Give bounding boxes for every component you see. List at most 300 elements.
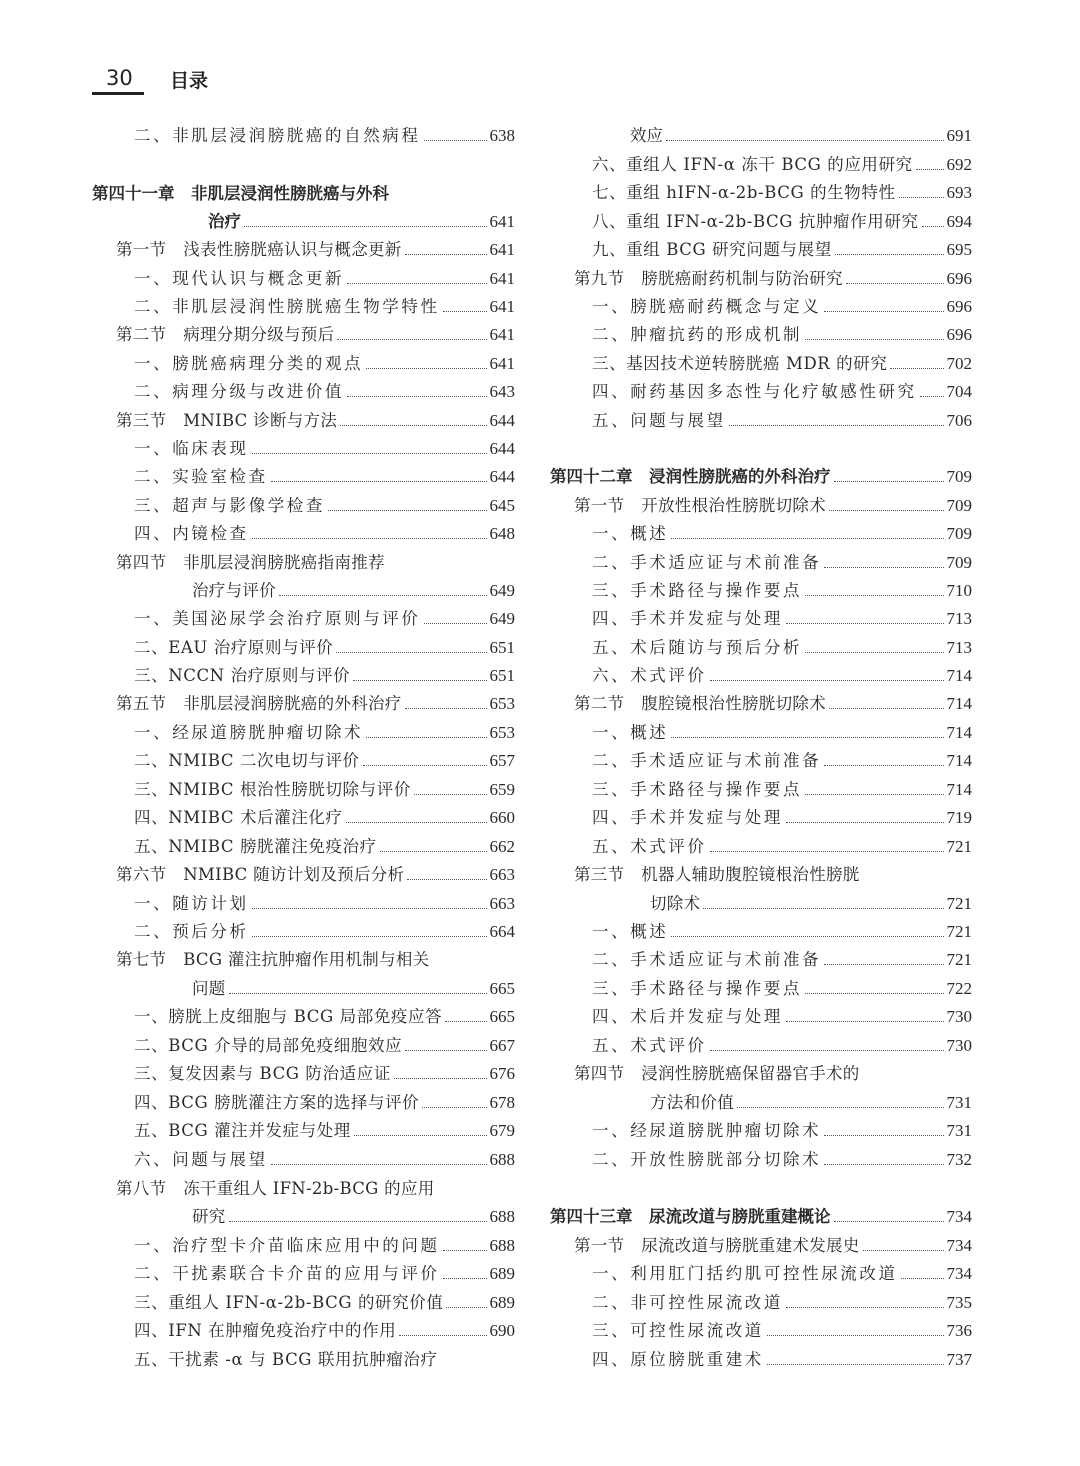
dot-leader bbox=[901, 1278, 944, 1279]
toc-entry-title: 一、概述 bbox=[592, 524, 669, 543]
toc-entry-title: 第四节 非肌层浸润膀胱癌指南推荐 bbox=[116, 553, 385, 572]
toc-page-number: 657 bbox=[489, 751, 515, 770]
toc-entry-title: 一、经尿道膀胱肿瘤切除术 bbox=[134, 723, 364, 742]
dot-leader bbox=[229, 993, 487, 994]
toc-entry-title: 第二节 腹腔镜根治性膀胱切除术 bbox=[574, 694, 826, 713]
toc-page-number: 722 bbox=[946, 979, 972, 998]
toc-entry-title: 第四十一章 非肌层浸润性膀胱癌与外科 bbox=[92, 184, 389, 203]
dot-leader bbox=[366, 368, 486, 369]
toc-page-number: 706 bbox=[946, 411, 972, 430]
toc-page-number: 709 bbox=[946, 553, 972, 572]
toc-entry-title: 第一节 尿流改道与膀胱重建术发展史 bbox=[574, 1236, 860, 1255]
toc-section-entry bbox=[92, 574, 515, 602]
toc-entry-title: 二、实验室检查 bbox=[134, 467, 268, 486]
toc-item-entry bbox=[550, 972, 972, 1000]
toc-section-entry bbox=[92, 858, 515, 886]
dot-leader bbox=[863, 1250, 944, 1251]
dot-leader bbox=[353, 680, 486, 681]
toc-item-entry bbox=[92, 773, 515, 801]
toc-page-number: 695 bbox=[946, 240, 972, 259]
dot-leader bbox=[424, 623, 487, 624]
toc-item-entry bbox=[550, 801, 972, 829]
toc-entry-title: 五、术式评价 bbox=[592, 837, 707, 856]
dot-leader bbox=[824, 1164, 943, 1165]
dot-leader bbox=[337, 339, 486, 340]
toc-page-number: 660 bbox=[489, 808, 515, 827]
toc-item-entry bbox=[92, 1257, 515, 1285]
toc-item-entry bbox=[550, 574, 972, 602]
toc-item-entry bbox=[92, 262, 515, 290]
toc-item-entry bbox=[92, 1086, 515, 1114]
toc-item-entry bbox=[92, 119, 515, 147]
toc-page-number: 737 bbox=[946, 1350, 972, 1369]
toc-page-number: 719 bbox=[946, 808, 972, 827]
toc-entry-title: 切除术 bbox=[650, 894, 701, 913]
toc-item-entry bbox=[92, 830, 515, 858]
toc-page-number: 689 bbox=[489, 1293, 515, 1312]
dot-leader bbox=[786, 1307, 944, 1308]
dot-leader bbox=[336, 652, 486, 653]
toc-section-entry bbox=[550, 1229, 972, 1257]
toc-page-number: 662 bbox=[489, 837, 515, 856]
dot-leader bbox=[445, 1021, 486, 1022]
toc-item-entry bbox=[92, 1229, 515, 1257]
dot-leader bbox=[347, 283, 486, 284]
toc-section-entry bbox=[92, 546, 515, 574]
toc-page-number: 688 bbox=[489, 1207, 515, 1226]
toc-entry-title: 二、非可控性尿流改道 bbox=[592, 1293, 783, 1312]
dot-leader bbox=[920, 396, 944, 397]
toc-item-entry bbox=[550, 744, 972, 772]
toc-page-number: 648 bbox=[489, 524, 515, 543]
toc-page-number: 709 bbox=[946, 496, 972, 515]
toc-entry-title: 三、手术路径与操作要点 bbox=[592, 581, 803, 600]
toc-entry-title: 三、NCCN 治疗原则与评价 bbox=[134, 666, 351, 685]
toc-item-entry bbox=[550, 943, 972, 971]
toc-page-number: 689 bbox=[489, 1264, 515, 1283]
toc-item-entry bbox=[550, 148, 972, 176]
toc-item-entry bbox=[92, 1143, 515, 1171]
toc-page-number: 644 bbox=[489, 411, 515, 430]
toc-item-entry bbox=[92, 631, 515, 659]
dot-leader bbox=[328, 510, 487, 511]
toc-entry-title: 治疗与评价 bbox=[192, 581, 276, 600]
toc-page-number: 714 bbox=[946, 723, 972, 742]
dot-leader bbox=[829, 708, 944, 709]
toc-entry-title: 第九节 膀胱癌耐药机制与防治研究 bbox=[574, 269, 843, 288]
toc-page-number: 702 bbox=[946, 354, 972, 373]
dot-leader bbox=[834, 1221, 944, 1222]
toc-section-entry bbox=[550, 1057, 972, 1085]
toc-entry-title: 四、术后并发症与处理 bbox=[592, 1007, 783, 1026]
toc-entry-title: 一、概述 bbox=[592, 922, 669, 941]
toc-entry-title: 一、现代认识与概念更新 bbox=[134, 269, 345, 288]
dot-leader bbox=[347, 396, 486, 397]
toc-entry-title: 二、肿瘤抗药的形成机制 bbox=[592, 325, 803, 344]
dot-leader bbox=[805, 652, 943, 653]
dot-leader bbox=[422, 1107, 486, 1108]
dot-leader bbox=[890, 368, 943, 369]
dot-leader bbox=[244, 226, 487, 227]
toc-page-number: 651 bbox=[489, 638, 515, 657]
toc-entry-title: 第八节 冻干重组人 IFN-2b-BCG 的应用 bbox=[116, 1179, 435, 1198]
toc-page-number: 721 bbox=[946, 837, 972, 856]
toc-item-entry bbox=[92, 460, 515, 488]
toc-entry-title: 第三节 机器人辅助腹腔镜根治性膀胱 bbox=[574, 865, 860, 884]
toc-entry-title: 三、可控性尿流改道 bbox=[592, 1321, 764, 1340]
toc-entry-title: 四、手术并发症与处理 bbox=[592, 808, 783, 827]
toc-entry-title: 五、术后随访与预后分析 bbox=[592, 638, 803, 657]
toc-entry-title: 七、重组 hIFN-α-2b-BCG 的生物特性 bbox=[592, 183, 896, 202]
toc-entry-title: 四、原位膀胱重建术 bbox=[592, 1350, 764, 1369]
toc-entry-title: 四、BCG 膀胱灌注方案的选择与评价 bbox=[134, 1093, 420, 1112]
toc-page-number: 721 bbox=[946, 894, 972, 913]
toc-entry-title: 一、膀胱上皮细胞与 BCG 局部免疫应答 bbox=[134, 1007, 443, 1026]
toc-entry-title: 三、手术路径与操作要点 bbox=[592, 979, 803, 998]
dot-leader bbox=[671, 936, 943, 937]
toc-page-number: 678 bbox=[489, 1093, 515, 1112]
dot-leader bbox=[405, 254, 487, 255]
dot-leader bbox=[405, 708, 487, 709]
toc-item-entry bbox=[550, 517, 972, 545]
toc-page-number: 665 bbox=[489, 1007, 515, 1026]
toc-item-entry bbox=[92, 1114, 515, 1142]
dot-leader bbox=[252, 538, 487, 539]
toc-entry-title: 三、超声与影像学检查 bbox=[134, 496, 325, 515]
toc-entry-title: 第一节 浅表性膀胱癌认识与概念更新 bbox=[116, 240, 402, 259]
toc-entry-title: 一、利用肛门括约肌可控性尿流改道 bbox=[592, 1264, 898, 1283]
toc-item-entry bbox=[550, 347, 972, 375]
dot-leader bbox=[443, 1250, 487, 1251]
toc-entry-title: 六、术式评价 bbox=[592, 666, 707, 685]
toc-section-entry bbox=[92, 1200, 515, 1228]
toc-item-entry bbox=[550, 716, 972, 744]
toc-page-number: 734 bbox=[946, 1264, 972, 1283]
toc-entry-title: 四、手术并发症与处理 bbox=[592, 609, 783, 628]
toc-item-entry bbox=[550, 375, 972, 403]
toc-page-number: 709 bbox=[946, 524, 972, 543]
dot-leader bbox=[407, 879, 486, 880]
toc-item-entry bbox=[550, 546, 972, 574]
toc-page-number: 641 bbox=[489, 269, 515, 288]
toc-entry-title: 第四十三章 尿流改道与膀胱重建概论 bbox=[550, 1207, 831, 1226]
page-title: 目录 bbox=[170, 70, 209, 92]
toc-entry-title: 三、重组人 IFN-α-2b-BCG 的研究价值 bbox=[134, 1293, 444, 1312]
toc-item-entry bbox=[550, 1114, 972, 1142]
toc-entry-title: 六、重组人 IFN-α 冻干 BCG 的应用研究 bbox=[592, 155, 913, 174]
toc-page-number: 649 bbox=[489, 581, 515, 600]
dot-leader bbox=[729, 425, 944, 426]
toc-section-entry bbox=[92, 1172, 515, 1200]
toc-entry-title: 八、重组 IFN-α-2b-BCG 抗肿瘤作用研究 bbox=[592, 212, 919, 231]
toc-section-entry bbox=[92, 404, 515, 432]
dot-leader bbox=[767, 1335, 944, 1336]
toc-page-number: 664 bbox=[489, 922, 515, 941]
toc-item-entry bbox=[92, 1057, 515, 1085]
dot-leader bbox=[805, 993, 943, 994]
page-header bbox=[92, 62, 592, 102]
dot-leader bbox=[824, 1135, 943, 1136]
toc-entry-title: 四、IFN 在肿瘤免疫治疗中的作用 bbox=[134, 1321, 397, 1340]
toc-entry-title: 四、耐药基因多态性与化疗敏感性研究 bbox=[592, 382, 917, 401]
toc-item-entry bbox=[550, 1343, 972, 1371]
toc-page-number: 713 bbox=[946, 638, 972, 657]
toc-item-entry bbox=[92, 375, 515, 403]
toc-page-number: 714 bbox=[946, 751, 972, 770]
toc-page-number: 643 bbox=[489, 382, 515, 401]
toc-page-number: 641 bbox=[489, 354, 515, 373]
toc-entry-title: 第四十二章 浸润性膀胱癌的外科治疗 bbox=[550, 467, 831, 486]
toc-entry-title: 一、临床表现 bbox=[134, 439, 249, 458]
toc-section-entry bbox=[550, 489, 972, 517]
toc-entry-title: 第二节 病理分期分级与预后 bbox=[116, 325, 335, 344]
toc-entry-title: 六、问题与展望 bbox=[134, 1150, 268, 1169]
dot-leader bbox=[394, 1078, 487, 1079]
dot-leader bbox=[824, 567, 943, 568]
dot-leader bbox=[767, 1364, 944, 1365]
toc-page-number: 651 bbox=[489, 666, 515, 685]
toc-page-number: 734 bbox=[946, 1236, 972, 1255]
toc-page-number: 693 bbox=[946, 183, 972, 202]
toc-item-entry bbox=[92, 602, 515, 630]
toc-section-entry bbox=[550, 687, 972, 715]
toc-entry-title: 一、膀胱癌耐药概念与定义 bbox=[592, 297, 822, 316]
toc-page-number: 735 bbox=[946, 1293, 972, 1312]
toc-entry-title: 五、NMIBC 膀胱灌注免疫治疗 bbox=[134, 837, 377, 856]
page-number: 30 bbox=[106, 66, 133, 90]
toc-item-entry bbox=[550, 176, 972, 204]
toc-page-number: 721 bbox=[946, 922, 972, 941]
toc-page-number: 694 bbox=[946, 212, 972, 231]
toc-item-entry bbox=[92, 744, 515, 772]
toc-entry-title: 二、病理分级与改进价值 bbox=[134, 382, 345, 401]
toc-entry-title: 一、概述 bbox=[592, 723, 669, 742]
toc-page-number: 688 bbox=[489, 1150, 515, 1169]
dot-leader bbox=[363, 765, 487, 766]
toc-item-entry bbox=[550, 1257, 972, 1285]
toc-page-number: 696 bbox=[946, 297, 972, 316]
dot-leader bbox=[824, 765, 943, 766]
dot-leader bbox=[737, 1107, 944, 1108]
toc-page-number: 653 bbox=[489, 723, 515, 742]
toc-page-number: 641 bbox=[489, 297, 515, 316]
dot-leader bbox=[824, 311, 943, 312]
toc-item-entry bbox=[550, 915, 972, 943]
toc-item-entry bbox=[550, 290, 972, 318]
toc-section-entry bbox=[550, 262, 972, 290]
toc-page-number: 641 bbox=[489, 325, 515, 344]
toc-item-entry bbox=[550, 631, 972, 659]
dot-leader bbox=[346, 822, 487, 823]
toc-page-number: 676 bbox=[489, 1064, 515, 1083]
dot-leader bbox=[703, 908, 943, 909]
toc-section-entry bbox=[550, 887, 972, 915]
toc-item-entry bbox=[550, 1000, 972, 1028]
toc-entry-title: 治疗 bbox=[208, 212, 241, 231]
toc-page-number: 721 bbox=[946, 950, 972, 969]
toc-item-entry bbox=[92, 432, 515, 460]
toc-chapter-entry bbox=[92, 205, 515, 233]
dot-leader bbox=[380, 851, 487, 852]
toc-page-number: 641 bbox=[489, 212, 515, 231]
toc-item-entry bbox=[550, 1314, 972, 1342]
toc-entry-title: 二、开放性膀胱部分切除术 bbox=[592, 1150, 822, 1169]
toc-item-entry bbox=[550, 659, 972, 687]
toc-item-entry bbox=[92, 1314, 515, 1342]
toc-entry-title: 二、NMIBC 二次电切与评价 bbox=[134, 751, 360, 770]
toc-item-entry bbox=[550, 1286, 972, 1314]
dot-leader bbox=[805, 339, 943, 340]
toc-entry-title: 方法和价值 bbox=[650, 1093, 734, 1112]
dot-leader bbox=[710, 1050, 944, 1051]
toc-item-entry bbox=[550, 119, 972, 147]
toc-section-entry bbox=[92, 318, 515, 346]
toc-entry-title: 研究 bbox=[192, 1207, 226, 1226]
dot-leader bbox=[252, 453, 487, 454]
toc-page-number: 696 bbox=[946, 325, 972, 344]
toc-entry-title: 五、术式评价 bbox=[592, 1036, 707, 1055]
toc-entry-title: 二、预后分析 bbox=[134, 922, 249, 941]
toc-entry-title: 四、NMIBC 术后灌注化疗 bbox=[134, 808, 343, 827]
toc-page-number: 638 bbox=[489, 126, 515, 145]
toc-section-entry bbox=[92, 233, 515, 261]
toc-entry-title: 四、内镜检查 bbox=[134, 524, 249, 543]
toc-page-number: 731 bbox=[946, 1093, 972, 1112]
dot-leader bbox=[399, 1335, 486, 1336]
dot-leader bbox=[710, 680, 944, 681]
toc-entry-title: 三、NMIBC 根治性膀胱切除与评价 bbox=[134, 780, 411, 799]
toc-section-entry bbox=[92, 943, 515, 971]
toc-page-number: 731 bbox=[946, 1121, 972, 1140]
toc-entry-title: 一、经尿道膀胱肿瘤切除术 bbox=[592, 1121, 822, 1140]
toc-item-entry bbox=[92, 489, 515, 517]
toc-entry-title: 二、非肌层浸润膀胱癌的自然病程 bbox=[134, 126, 421, 145]
toc-page-number: 714 bbox=[946, 694, 972, 713]
dot-leader bbox=[786, 822, 944, 823]
dot-leader bbox=[252, 908, 487, 909]
toc-entry-title: 问题 bbox=[192, 979, 226, 998]
toc-page-number: 679 bbox=[489, 1121, 515, 1140]
toc-entry-title: 第一节 开放性根治性膀胱切除术 bbox=[574, 496, 826, 515]
toc-item-entry bbox=[92, 290, 515, 318]
toc-section-entry bbox=[92, 972, 515, 1000]
dot-leader bbox=[671, 538, 943, 539]
dot-leader bbox=[805, 794, 943, 795]
toc-entry-title: 二、干扰素联合卡介苗的应用与评价 bbox=[134, 1264, 440, 1283]
toc-page-number: 667 bbox=[489, 1036, 515, 1055]
toc-page-number: 688 bbox=[489, 1236, 515, 1255]
toc-item-entry bbox=[550, 318, 972, 346]
toc-section-entry bbox=[550, 1086, 972, 1114]
toc-item-entry bbox=[550, 404, 972, 432]
toc-entry-title: 五、干扰素 -α 与 BCG 联用抗肿瘤治疗 bbox=[134, 1350, 438, 1369]
dot-leader bbox=[671, 737, 943, 738]
dot-leader bbox=[354, 1135, 487, 1136]
dot-leader bbox=[666, 140, 944, 141]
toc-page-number: 734 bbox=[946, 1207, 972, 1226]
toc-page-number: 644 bbox=[489, 467, 515, 486]
toc-entry-title: 三、基因技术逆转膀胱癌 MDR 的研究 bbox=[592, 354, 888, 373]
toc-page-number: 665 bbox=[489, 979, 515, 998]
dot-leader bbox=[271, 1164, 487, 1165]
toc-item-entry bbox=[550, 233, 972, 261]
toc-page-number: 704 bbox=[946, 382, 972, 401]
header-rule bbox=[92, 92, 144, 95]
toc-page-number: 691 bbox=[946, 126, 972, 145]
toc-entry-title: 一、膀胱癌病理分类的观点 bbox=[134, 354, 364, 373]
dot-leader bbox=[835, 254, 944, 255]
toc-item-entry bbox=[92, 1000, 515, 1028]
toc-page-number: 713 bbox=[946, 609, 972, 628]
toc-entry-title: 第七节 BCG 灌注抗肿瘤作用机制与相关 bbox=[116, 950, 430, 969]
toc-page-number: 714 bbox=[946, 666, 972, 685]
dot-leader bbox=[424, 140, 487, 141]
toc-entry-title: 二、非肌层浸润性膀胱癌生物学特性 bbox=[134, 297, 440, 316]
toc-entry-title: 第六节 NMIBC 随访计划及预后分析 bbox=[116, 865, 405, 884]
toc-entry-title: 效应 bbox=[630, 126, 663, 145]
dot-leader bbox=[786, 623, 944, 624]
toc-section-entry bbox=[92, 687, 515, 715]
toc-item-entry bbox=[92, 887, 515, 915]
toc-item-entry bbox=[92, 1029, 515, 1057]
toc-entry-title: 二、手术适应证与术前准备 bbox=[592, 751, 822, 770]
toc-item-entry bbox=[92, 716, 515, 744]
toc-section-entry bbox=[550, 858, 972, 886]
toc-item-entry bbox=[92, 517, 515, 545]
dot-leader bbox=[405, 1050, 486, 1051]
toc-entry-title: 一、治疗型卡介苗临床应用中的问题 bbox=[134, 1236, 440, 1255]
toc-entry-title: 一、随访计划 bbox=[134, 894, 249, 913]
toc-entry-title: 二、EAU 治疗原则与评价 bbox=[134, 638, 334, 657]
dot-leader bbox=[916, 169, 944, 170]
toc-page-number: 732 bbox=[946, 1150, 972, 1169]
toc-chapter-entry bbox=[92, 177, 515, 205]
toc-page-number: 663 bbox=[489, 894, 515, 913]
dot-leader bbox=[846, 283, 944, 284]
toc-page-number: 714 bbox=[946, 780, 972, 799]
toc-page-number: 696 bbox=[946, 269, 972, 288]
dot-leader bbox=[786, 1021, 944, 1022]
toc-chapter-entry bbox=[550, 1200, 972, 1228]
toc-page-number: 730 bbox=[946, 1036, 972, 1055]
dot-leader bbox=[446, 1307, 486, 1308]
dot-leader bbox=[922, 226, 944, 227]
toc-entry-title: 二、BCG 介导的局部免疫细胞效应 bbox=[134, 1036, 403, 1055]
dot-leader bbox=[271, 481, 487, 482]
toc-page-number: 641 bbox=[489, 240, 515, 259]
dot-leader bbox=[279, 595, 487, 596]
dot-leader bbox=[229, 1221, 487, 1222]
toc-page-number: 709 bbox=[946, 467, 972, 486]
toc-page-number: 644 bbox=[489, 439, 515, 458]
dot-leader bbox=[829, 510, 944, 511]
dot-leader bbox=[824, 964, 943, 965]
toc-page-number: 690 bbox=[489, 1321, 515, 1340]
dot-leader bbox=[443, 1278, 487, 1279]
toc-entry-title: 一、美国泌尿学会治疗原则与评价 bbox=[134, 609, 421, 628]
toc-item-entry bbox=[550, 830, 972, 858]
toc-entry-title: 二、手术适应证与术前准备 bbox=[592, 950, 822, 969]
toc-page-number: 692 bbox=[946, 155, 972, 174]
toc-item-entry bbox=[92, 1343, 515, 1371]
toc-item-entry bbox=[92, 659, 515, 687]
toc-entry-title: 二、手术适应证与术前准备 bbox=[592, 553, 822, 572]
toc-chapter-entry bbox=[550, 460, 972, 488]
toc-entry-title: 九、重组 BCG 研究问题与展望 bbox=[592, 240, 832, 259]
dot-leader bbox=[414, 794, 487, 795]
toc-page-number: 730 bbox=[946, 1007, 972, 1026]
toc-item-entry bbox=[550, 602, 972, 630]
